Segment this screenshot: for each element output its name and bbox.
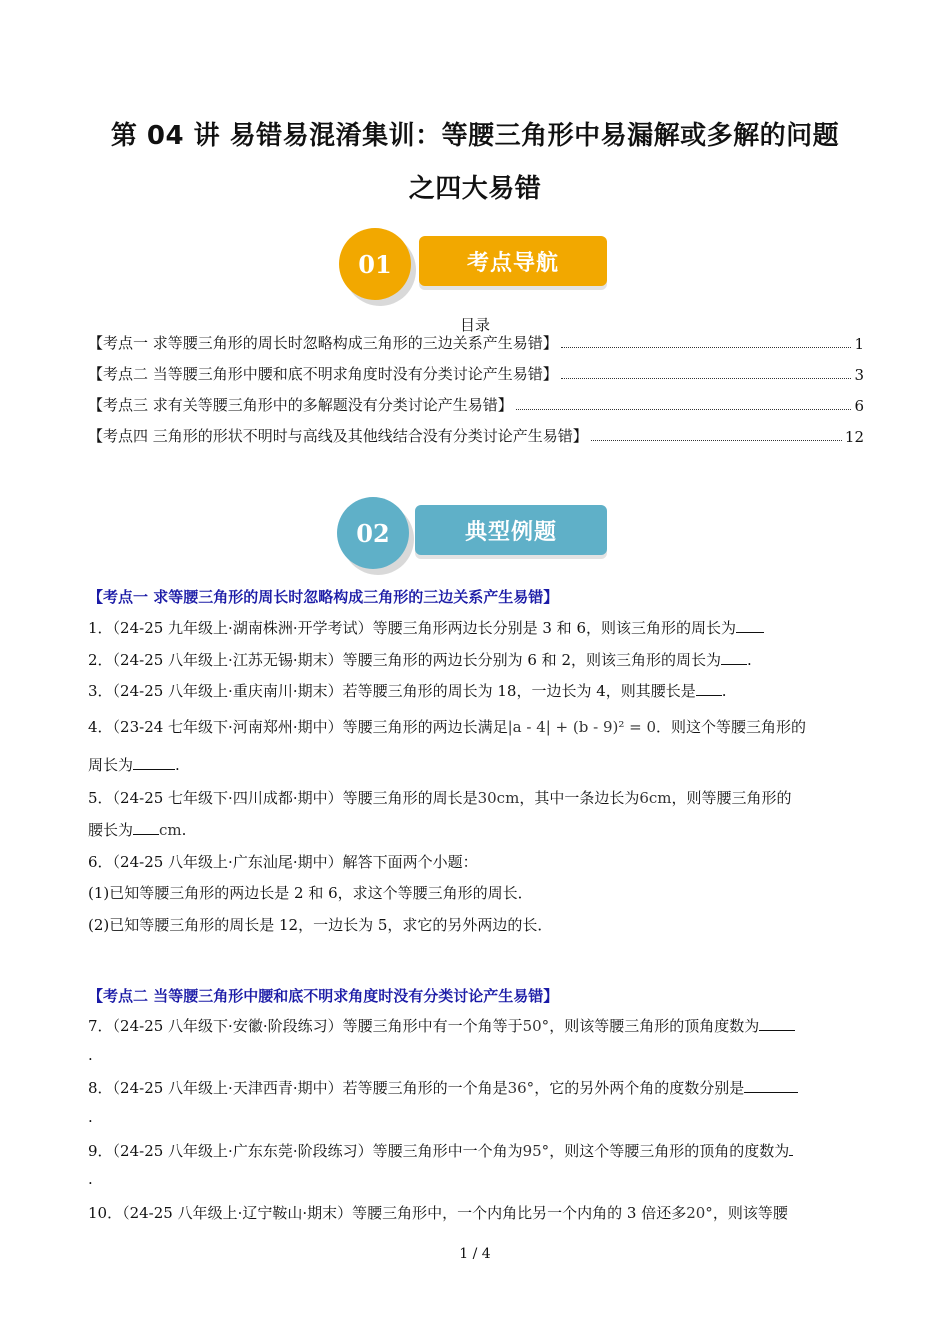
answer-blank[interactable] bbox=[721, 649, 747, 665]
question-text: ，则这个等腰三角形的顶角的度数为 bbox=[549, 1142, 790, 1160]
question-text: ，则该等腰三角形的顶角度数为 bbox=[549, 1017, 760, 1035]
toc-leader-dots bbox=[561, 378, 852, 379]
toc-item-page: 6 bbox=[854, 397, 864, 415]
math-value: 50° bbox=[522, 1017, 550, 1035]
toc-item-4[interactable] bbox=[88, 424, 864, 446]
answer-blank[interactable] bbox=[696, 680, 722, 696]
section-badge-navigation bbox=[335, 228, 615, 308]
section-badge-examples bbox=[333, 497, 613, 577]
question-text: 3．（24-25 八年级上·重庆南川·期末）若等腰三角形的周长为 18，一边长为 4，则其腰长是 bbox=[88, 682, 696, 700]
question-7-end: . bbox=[88, 1046, 93, 1064]
toc-item-page: 3 bbox=[854, 366, 864, 384]
period: . bbox=[747, 651, 752, 669]
period: . bbox=[181, 821, 187, 839]
question-5 bbox=[88, 787, 792, 808]
math-value: 36° bbox=[507, 1079, 535, 1097]
period: . bbox=[175, 756, 180, 774]
question-text: ，它的另外两个角的度数分别是 bbox=[534, 1079, 745, 1097]
question-4 bbox=[88, 716, 806, 737]
toc-item-3[interactable] bbox=[88, 393, 864, 415]
question-text: 4．（23-24 七年级下·河南郑州·期中）等腰三角形的两边长满足 bbox=[88, 718, 508, 736]
badge-number: 02 bbox=[337, 497, 409, 569]
toc-title: 目录 bbox=[459, 316, 490, 334]
answer-blank[interactable] bbox=[789, 1140, 793, 1156]
question-6-part-1: (1)已知等腰三角形的两边长是 2 和 6，求这个等腰三角形的周长． bbox=[88, 884, 533, 902]
toc-item-label: 【考点三 求有关等腰三角形中的多解题没有分类讨论产生易错】 bbox=[88, 396, 513, 414]
toc-leader-dots bbox=[516, 409, 852, 410]
question-8 bbox=[88, 1077, 798, 1098]
section-heading-1: 【考点一 求等腰三角形的周长时忽略构成三角形的三边关系产生易错】 bbox=[88, 588, 559, 606]
question-5-continued bbox=[88, 819, 186, 840]
question-text: 腰长为 bbox=[88, 821, 134, 839]
math-value: 6cm bbox=[639, 789, 672, 807]
math-expression: |a - 4| + (b - 9)² = 0 bbox=[507, 718, 657, 736]
section-heading-2: 【考点二 当等腰三角形中腰和底不明求角度时没有分类讨论产生易错】 bbox=[88, 987, 559, 1005]
question-3 bbox=[88, 680, 727, 701]
math-unit: cm bbox=[159, 821, 182, 839]
question-6: 6．（24-25 八年级上·广东汕尾·期中）解答下面两个小题： bbox=[88, 853, 478, 871]
badge-label: 考点导航 bbox=[419, 236, 607, 286]
question-text: 1．（24-25 九年级上·湖南株洲·开学考试）等腰三角形两边长分别是 3 和 6，则该三角形的周长为 bbox=[88, 619, 736, 637]
question-9-end: . bbox=[88, 1170, 93, 1188]
answer-blank[interactable] bbox=[736, 617, 764, 633]
toc-leader-dots bbox=[591, 440, 842, 441]
toc-item-label: 【考点四 三角形的形状不明时与高线及其他线结合没有分类讨论产生易错】 bbox=[88, 427, 588, 445]
question-text: 10．（24-25 八年级上·辽宁鞍山·期末）等腰三角形中，一个内角比另一个内角的 3 倍还多 bbox=[88, 1204, 687, 1222]
question-2 bbox=[88, 649, 752, 670]
math-value: 20° bbox=[686, 1204, 713, 1222]
document-title-line2: 之四大易错 bbox=[408, 174, 542, 204]
badge-number: 01 bbox=[339, 228, 411, 300]
question-1 bbox=[88, 617, 764, 638]
question-text: ，则等腰三角形的 bbox=[671, 789, 792, 807]
question-9 bbox=[88, 1140, 793, 1161]
question-text: 7．（24-25 八年级下·安徽·阶段练习）等腰三角形中有一个角等于 bbox=[88, 1017, 523, 1035]
question-text: 周长为 bbox=[88, 756, 134, 774]
page-number: 1 / 4 bbox=[459, 1246, 491, 1262]
toc-item-2[interactable] bbox=[88, 362, 864, 384]
question-text: 2．（24-25 八年级上·江苏无锡·期末）等腰三角形的两边长分别为 6 和 2，则该三角形的周长为 bbox=[88, 651, 721, 669]
question-7 bbox=[88, 1015, 795, 1036]
question-text: 5．（24-25 七年级下·四川成都·期中）等腰三角形的周长是 bbox=[88, 789, 478, 807]
question-text: 8．（24-25 八年级上·天津西青·期中）若等腰三角形的一个角是 bbox=[88, 1079, 508, 1097]
answer-blank[interactable] bbox=[133, 819, 159, 835]
question-10 bbox=[88, 1202, 788, 1223]
answer-blank[interactable] bbox=[133, 754, 175, 770]
toc-leader-dots bbox=[561, 347, 852, 348]
question-text: ．则这个等腰三角形的 bbox=[656, 718, 807, 736]
question-8-end: . bbox=[88, 1108, 93, 1126]
question-text: 9．（24-25 八年级上·广东东莞·阶段练习）等腰三角形中一个角为 bbox=[88, 1142, 523, 1160]
math-value: 95° bbox=[522, 1142, 550, 1160]
toc-item-page: 12 bbox=[844, 428, 864, 446]
question-6-part-2: (2)已知等腰三角形的周长是 12，一边长为 5，求它的另外两边的长． bbox=[88, 916, 553, 934]
answer-blank[interactable] bbox=[744, 1077, 798, 1093]
toc-item-page: 1 bbox=[854, 335, 864, 353]
document-title-line1: 第 04 讲 易错易混淆集训：等腰三角形中易漏解或多解的问题 bbox=[110, 121, 840, 151]
question-text: ，其中一条边长为 bbox=[519, 789, 640, 807]
math-value: 30cm bbox=[477, 789, 520, 807]
period: . bbox=[721, 682, 727, 700]
toc-item-1[interactable] bbox=[88, 331, 864, 353]
toc-item-label: 【考点一 求等腰三角形的周长时忽略构成三角形的三边关系产生易错】 bbox=[88, 334, 558, 352]
question-text: ，则该等腰 bbox=[712, 1204, 788, 1222]
toc-item-label: 【考点二 当等腰三角形中腰和底不明求角度时没有分类讨论产生易错】 bbox=[88, 365, 558, 383]
answer-blank[interactable] bbox=[759, 1015, 795, 1031]
badge-label: 典型例题 bbox=[415, 505, 607, 555]
question-4-continued bbox=[88, 754, 180, 775]
